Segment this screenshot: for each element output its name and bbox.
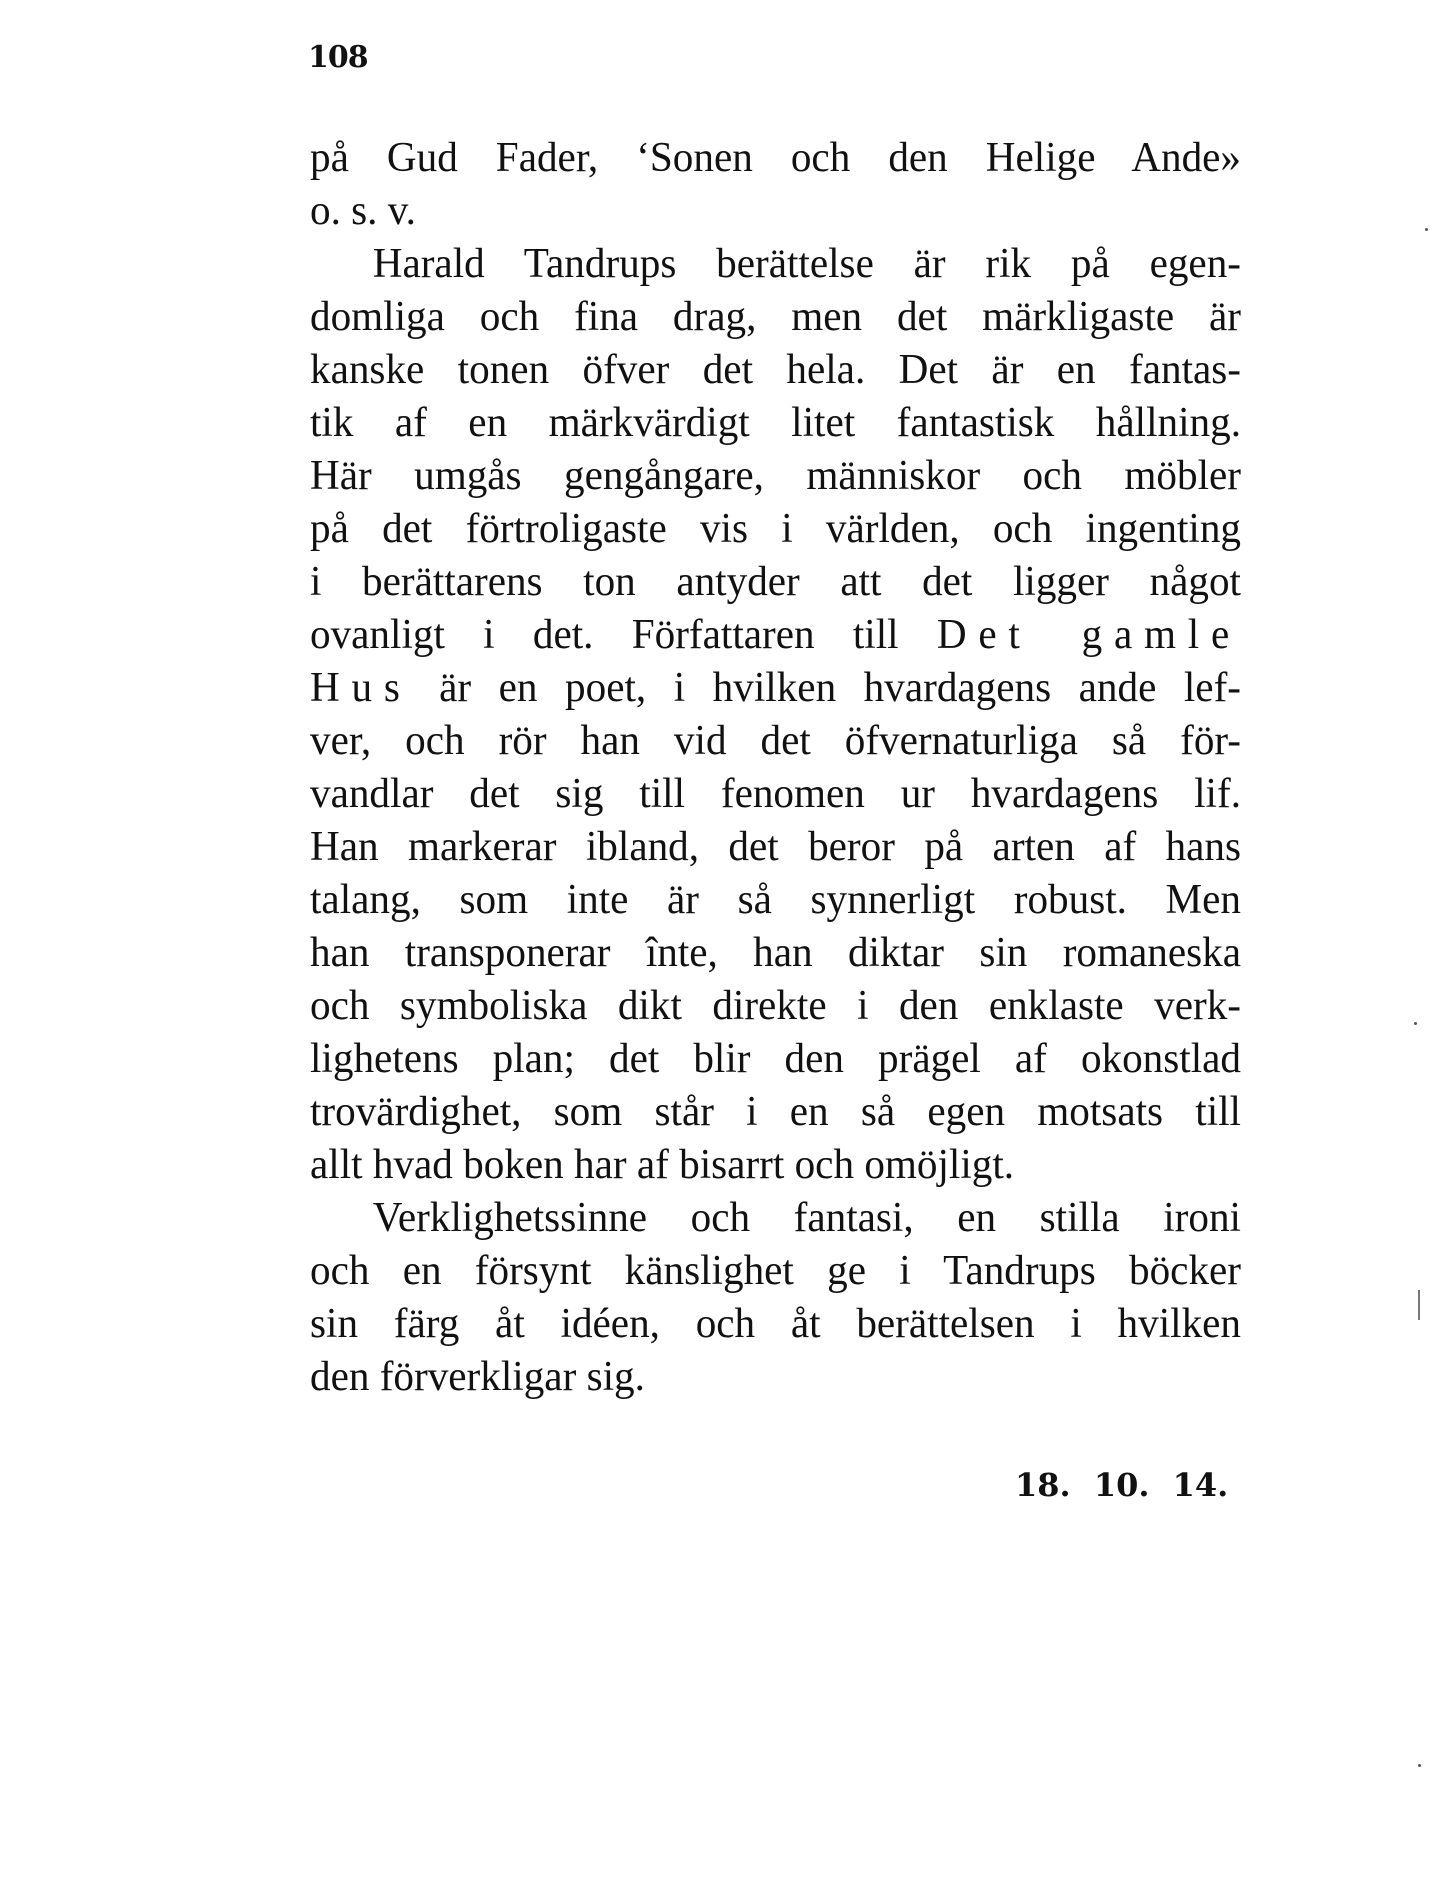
text-line: o. s. v. [310, 188, 416, 234]
text-line: den förverkligar sig. [310, 1354, 645, 1400]
scan-speck [1425, 228, 1428, 231]
body-text [310, 132, 1260, 1404]
text-line: allt hvad boken har af bisarrt och omöjligt. [310, 1142, 1015, 1188]
text-line: på det förtroligaste vis i världen, och ingenting [310, 506, 1241, 552]
spaced-title-text: Det gamle [936, 612, 1241, 658]
text-line: på Gud Fader, ‘Sonen och den Helige Ande» [310, 135, 1241, 181]
text-line: domliga och fina drag, men det märkligaste är [310, 294, 1241, 340]
text-line: i berättarens ton antyder att det ligger något [310, 559, 1241, 605]
text-line: Verklighetssinne och fantasi, en stilla ironi [372, 1195, 1241, 1241]
page-number: 108 [308, 40, 368, 75]
scan-mark [1418, 1290, 1420, 1320]
text-line: Hus är en poet, i hvilken hvardagens ande lef- [310, 665, 1241, 711]
text-line: och en försynt känslighet ge i Tandrups böcker [310, 1248, 1241, 1294]
text-line: Harald Tandrups berättelse är rik på egen- [372, 241, 1241, 287]
spaced-title-text: Hus [310, 665, 412, 711]
text-line: han transponerar înte, han diktar sin romaneska [310, 930, 1241, 976]
text-line: talang, som inte är så synnerligt robust. Men [310, 877, 1241, 923]
text-line: ver, och rör han vid det öfvernaturliga så för- [310, 718, 1241, 764]
text-line: kanske tonen öfver det hela. Det är en fantas- [310, 347, 1241, 393]
scan-speck [1418, 1764, 1421, 1767]
text-line: lighetens plan; det blir den prägel af okonstlad [310, 1036, 1241, 1082]
text-line: vandlar det sig till fenomen ur hvardagens lif. [310, 771, 1241, 817]
text-line: trovärdighet, som står i en så egen motsats till [310, 1089, 1241, 1135]
text-line: Här umgås gengångare, människor och möbler [310, 453, 1241, 499]
date-signature: 18. 10. 14. [1015, 1466, 1229, 1504]
text-line: tik af en märkvärdigt litet fantastisk hållning. [310, 400, 1241, 446]
text-line: sin färg åt idéen, och åt berättelsen i hvilken [310, 1301, 1241, 1347]
text-line: och symboliska dikt direkte i den enklaste verk- [310, 983, 1241, 1029]
scan-speck [1414, 1022, 1417, 1025]
text-line: ovanligt i det. Författaren till Det gamle [310, 612, 1241, 658]
text-line: Han markerar ibland, det beror på arten af hans [310, 824, 1241, 870]
